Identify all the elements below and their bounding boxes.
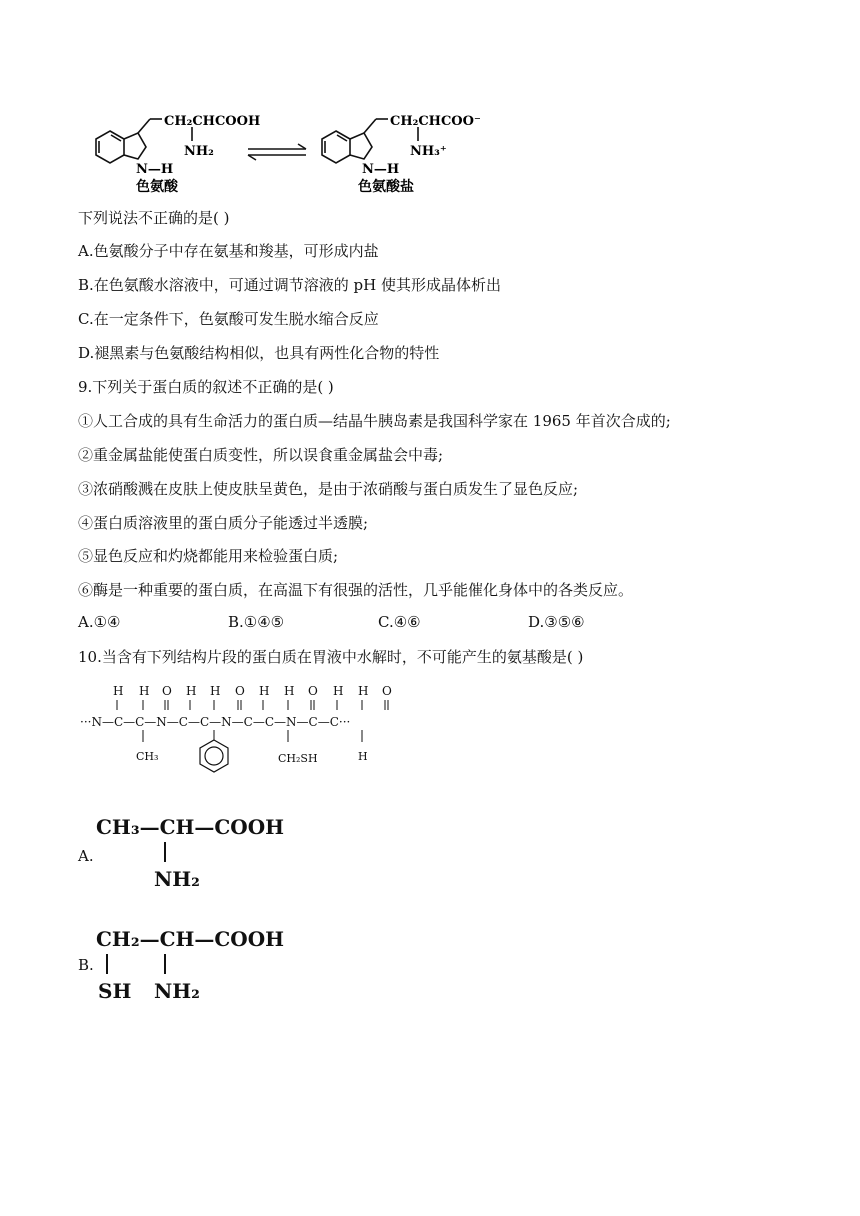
svg-text:H: H [333,684,344,698]
peptide-fragment-figure [80,680,430,790]
peptide-chain-text: ···N—C—C—N—C—C—N—C—C—N—C—C··· [80,715,351,729]
peptide-ch2sh-text: CH₂SH [278,752,318,765]
option-b-main-text: CH₂—CH—COOH [96,927,285,951]
right-amine-text: NH₃⁺ [410,144,447,159]
left-chain-text: CH₂CHCOOH [164,114,261,129]
q8-option-a: A.色氨酸分子中存在氨基和羧基，可形成内盐 [78,242,379,260]
svg-text:H: H [186,684,197,698]
q9-choice-c: C.④⑥ [378,613,421,631]
option-a-main-text: CH₃—CH—COOH [96,815,285,839]
right-molecule-label: 色氨酸盐 [358,179,414,195]
benzene-ring [200,740,228,772]
svg-text:H: H [358,684,369,698]
svg-text:O: O [162,684,172,698]
peptide-ch3-text: CH₃ [136,750,159,763]
svg-text:O: O [235,684,245,698]
q8-option-b: B.在色氨酸水溶液中，可通过调节溶液的 pH 使其形成晶体析出 [78,276,502,294]
q8-option-c: C.在一定条件下，色氨酸可发生脱水缩合反应 [78,310,379,328]
option-a-amine-text: NH₂ [154,867,200,891]
q9-choice-a: A.①④ [78,613,121,631]
q9-statement-4: ④蛋白质溶液里的蛋白质分子能透过半透膜; [78,514,369,532]
svg-text:H: H [284,684,295,698]
q10-option-a-structure [96,810,296,892]
option-b-amine-text: NH₂ [154,979,200,1003]
q9-statement-6: ⑥酶是一种重要的蛋白质，在高温下有很强的活性，几乎能催化身体中的各类反应。 [78,581,634,599]
right-nh-text: N—H [362,162,400,177]
q8-option-d: D.褪黑素与色氨酸结构相似，也具有两性化合物的特性 [78,344,440,362]
q9-stem: 9.下列关于蛋白质的叙述不正确的是( ) [78,378,334,396]
q10-option-b-label: B. [78,956,94,974]
svg-text:H: H [139,684,150,698]
q9-choices [78,613,758,635]
q8-stem: 下列说法不正确的是( ) [78,209,230,227]
left-molecule-label: 色氨酸 [136,179,178,195]
q9-statement-3: ③浓硝酸溅在皮肤上使皮肤呈黄色，是由于浓硝酸与蛋白质发生了显色反应; [78,480,579,498]
peptide-h-text: H [358,750,368,763]
svg-text:O: O [308,684,318,698]
left-nh-text: N—H [136,162,174,177]
q9-choice-b: B.①④⑤ [228,613,285,631]
equilibrium-arrow-icon [248,144,306,160]
svg-text:H: H [259,684,270,698]
svg-text:H: H [210,684,221,698]
q9-statement-1: ①人工合成的具有生命活力的蛋白质—结晶牛胰岛素是我国科学家在 1965 年首次合成的; [78,412,671,430]
option-b-sh-text: SH [98,979,132,1003]
q10-option-b-structure [96,922,296,1006]
q10-option-a-label: A. [78,847,94,865]
q9-statement-5: ⑤显色反应和灼烧都能用来检验蛋白质; [78,547,339,565]
svg-text:O: O [382,684,392,698]
q9-choice-d: D.③⑤⑥ [528,613,585,631]
svg-text:H: H [113,684,124,698]
tryptophan-equilibrium-figure [80,105,500,197]
q10-stem: 10.当含有下列结构片段的蛋白质在胃液中水解时，不可能产生的氨基酸是( ) [78,648,584,666]
q9-statement-2: ②重金属盐能使蛋白质变性，所以误食重金属盐会中毒; [78,446,444,464]
right-chain-text: CH₂CHCOO⁻ [390,114,481,129]
left-amine-text: NH₂ [184,144,214,159]
